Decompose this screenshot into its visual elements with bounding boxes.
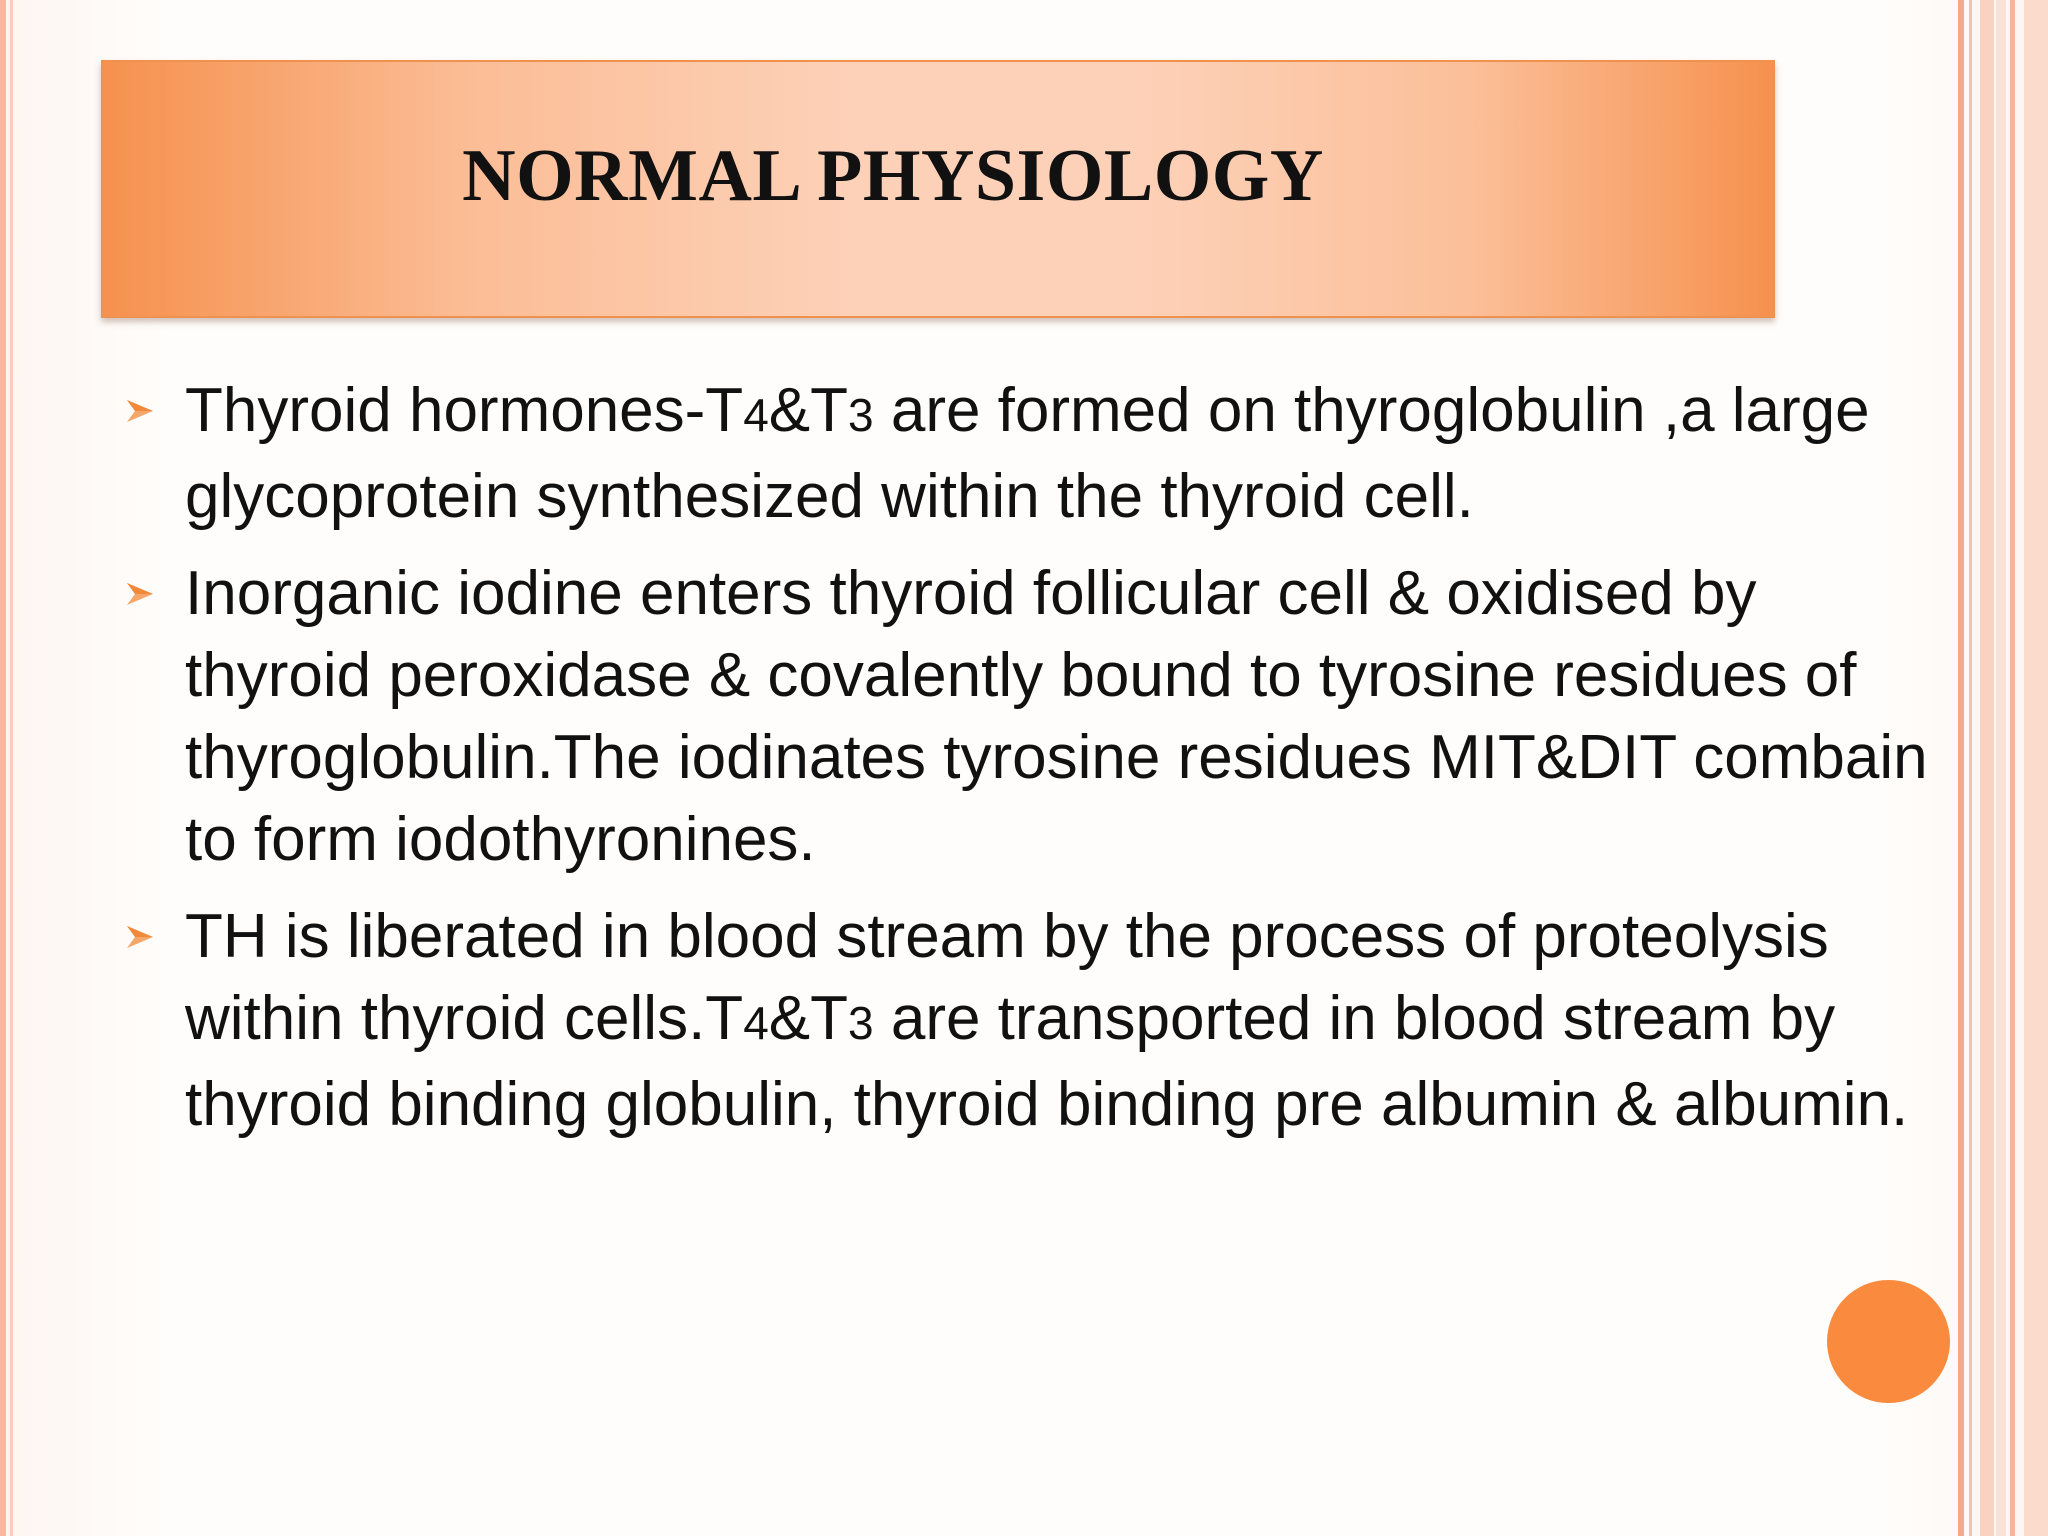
right-border-stripe [1980,0,1994,1536]
bullet-text-segment: &T [768,376,849,445]
bullet-text-segment: are transported in blood stream by thyroid binding globulin, thyroid binding pre albumin & albumin. [185,984,1909,1139]
subscript-number: 4 [743,389,769,441]
arrowhead-bullet-icon [125,553,161,635]
bullet-text-segment: Thyroid hormones-T [185,376,744,445]
title-banner [101,60,1775,318]
bullet-list [125,370,1935,1161]
bullet-item [125,896,1935,1146]
bullet-text-segment: TH is liberated in blood stream by the process of proteolysis within thyroid cells.T [185,902,1829,1053]
right-border-stripe [1958,0,1964,1536]
bullet-item [125,370,1935,538]
right-border-stripe [1969,0,1972,1536]
right-border-stripe [2024,0,2048,1536]
bullet-text: Inorganic iodine enters thyroid follicular cell & oxidised by thyroid peroxidase & covalently bound to tyrosine residues of thyroglobulin.The iodinates tyrosine residues MIT&DIT combain to form iodothyronines. [185,559,1928,874]
right-border-stripe [1996,0,2006,1536]
arrowhead-bullet-icon [125,370,161,452]
bullet-text [185,376,1870,531]
bullet-text-segment: are formed on thyroglobulin ,a large glycoprotein synthesized within the thyroid cell. [185,376,1870,531]
left-border-stripe [0,0,6,1536]
decorative-circle [1827,1280,1950,1403]
subscript-number: 4 [743,997,769,1049]
right-border-stripe [2010,0,2015,1536]
bullet-text [185,902,1908,1139]
left-border-stripe [10,0,13,1536]
arrowhead-bullet-icon [125,896,161,978]
subscript-number: 3 [848,997,874,1049]
bullet-text-segment: &T [768,984,849,1053]
slide-title: NORMAL PHYSIOLOGY [462,135,1324,217]
subscript-number: 3 [848,389,874,441]
bullet-item [125,553,1935,881]
